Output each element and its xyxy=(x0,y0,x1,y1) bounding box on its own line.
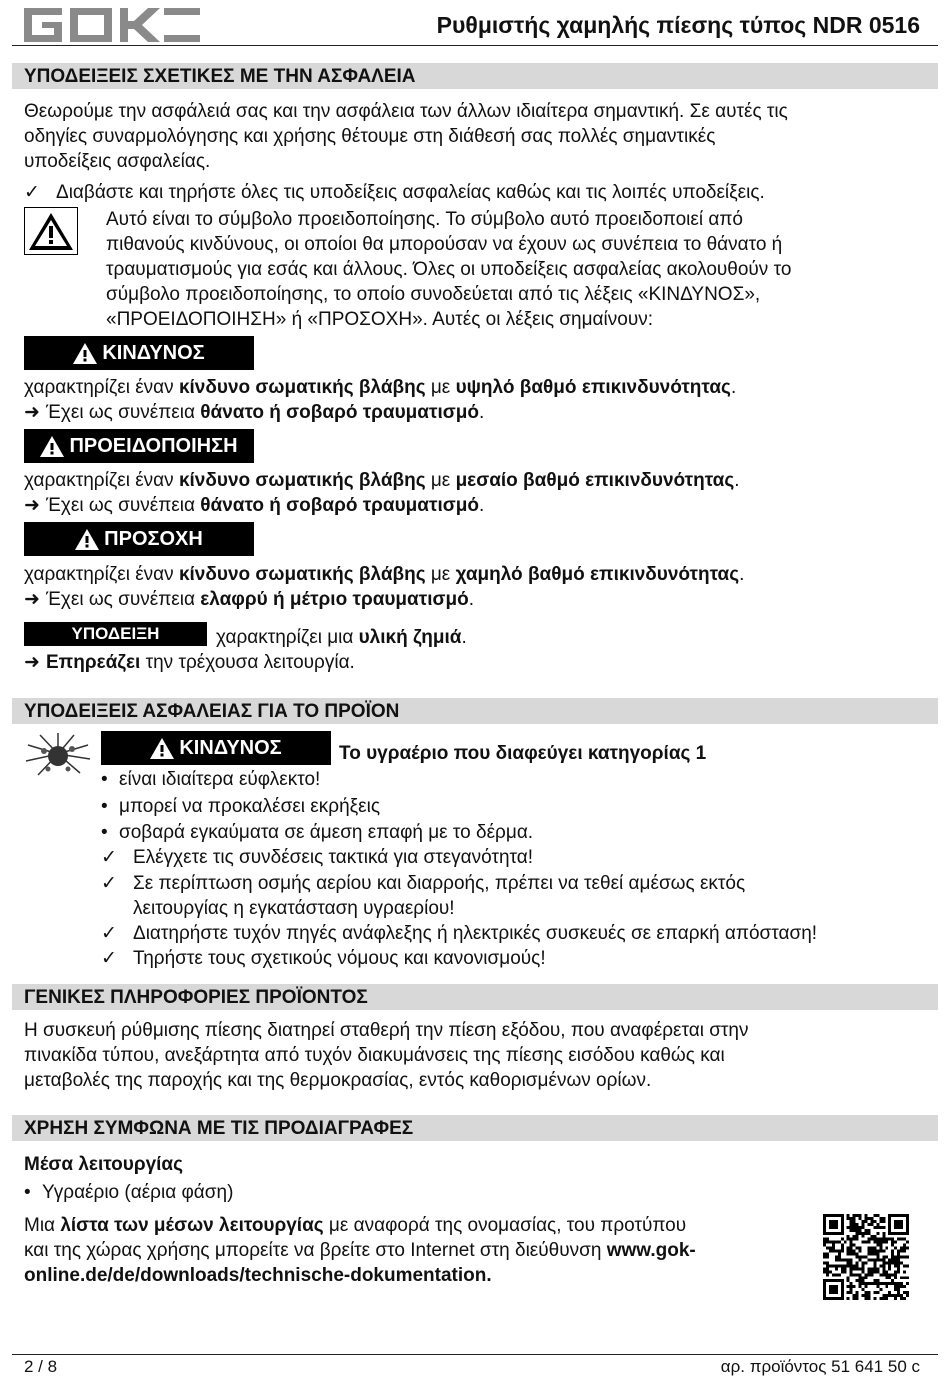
list-item: • σοβαρά εγκαύματα σε άμεση επαφή με το δέρμα. xyxy=(101,822,534,843)
check-item: ✓ Σε περίπτωση οσμής αερίου και διαρροής, πρέπει να τεθεί αμέσως εκτός xyxy=(101,873,746,894)
section-heading-intended-use: ΧΡΗΣΗ ΣΥΜΦΩΝΑ ΜΕ ΤΙΣ ΠΡΟΔΙΑΓΡΑΦΕΣ xyxy=(12,1115,938,1141)
download-link[interactable]: online.de/de/downloads/technische-dokumentation. xyxy=(24,1265,492,1286)
text-line: σύμβολο προειδοποίησης, το οποίο συνοδεύεται από τις λέξεις «ΚΙΝΔΥΝΟΣ», xyxy=(106,284,761,305)
list-item: • Υγραέριο (αέρια φάση) xyxy=(24,1182,234,1203)
product-danger-badge: ΚΙΝΔΥΝΟΣ xyxy=(101,731,331,765)
bullet-icon: • xyxy=(101,796,108,817)
section-heading-product-safety: ΥΠΟΔΕΙΞΕΙΣ ΑΣΦΑΛΕΙΑΣ ΓΙΑ ΤΟ ΠΡΟΪΟΝ xyxy=(12,698,938,724)
media-subheading: Μέσα λειτουργίας xyxy=(24,1154,183,1175)
check-icon: ✓ xyxy=(101,873,117,894)
danger-badge: ΚΙΝΔΥΝΟΣ xyxy=(24,336,254,370)
danger-consequence: ➜ Έχει ως συνέπεια θάνατο ή σοβαρό τραυματισμό. xyxy=(24,402,485,423)
arrow-right-icon: ➜ xyxy=(24,495,40,516)
check-item: ✓ Τηρήστε τους σχετικούς νόμους και κανονισμούς! xyxy=(101,948,546,969)
text-line: πιθανούς κινδύνους, οι οποίοι θα μπορούσαν να έχουν ως συνέπεια το θάνατο ή xyxy=(106,234,783,255)
caution-consequence: ➜ Έχει ως συνέπεια ελαφρύ ή μέτριο τραυματισμό. xyxy=(24,589,475,610)
warning-triangle-icon xyxy=(24,207,78,261)
check-icon: ✓ xyxy=(101,948,117,969)
check-icon: ✓ xyxy=(101,847,117,868)
check-item-continued: λειτουργίας η εγκατάσταση υγραερίου! xyxy=(133,898,455,919)
danger-description: χαρακτηρίζει έναν κίνδυνο σωματικής βλάβης με υψηλό βαθμό επικινδυνότητας. xyxy=(24,377,737,398)
gok-logo xyxy=(24,8,200,42)
page-number: 2 / 8 xyxy=(24,1357,58,1376)
explosion-hazard-icon xyxy=(24,731,92,783)
arrow-right-icon: ➜ xyxy=(24,402,40,423)
read-instructions-note: ✓ Διαβάστε και τηρήστε όλες τις υποδείξεις ασφαλείας καθώς και τις λοιπές υποδείξεις. xyxy=(24,182,765,203)
check-item: ✓ Διατηρήστε τυχόν πηγές ανάφλεξης ή ηλεκτρικές συσκευές σε επαρκή απόσταση! xyxy=(101,923,818,944)
warning-symbol-explanation xyxy=(106,207,791,332)
media-list-text: και της χώρας χρήσης μπορείτε να βρείτε στο Internet στη διεύθυνση www.gok- xyxy=(24,1240,696,1261)
arrow-right-icon: ➜ xyxy=(24,589,40,610)
notice-consequence: ➜ Επηρεάζει την τρέχουσα λειτουργία. xyxy=(24,652,355,673)
bullet-icon: • xyxy=(101,769,108,790)
check-icon: ✓ xyxy=(24,182,40,203)
warning-consequence: ➜ Έχει ως συνέπεια θάνατο ή σοβαρό τραυματισμό. xyxy=(24,495,485,516)
text-line: μεταβολές της παροχής και της θερμοκρασίας, εντός καθορισμένων ορίων. xyxy=(24,1070,652,1091)
qr-code[interactable] xyxy=(823,1214,909,1306)
check-icon: ✓ xyxy=(101,923,117,944)
safety-intro xyxy=(24,99,788,174)
warning-triangle-icon xyxy=(40,436,64,457)
text-line: Αυτό είναι το σύμβολο προειδοποίησης. Το σύμβολο αυτό προειδοποιεί από xyxy=(106,209,743,230)
text-line: Η συσκευή ρύθμισης πίεσης διατηρεί σταθερή την πίεση εξόδου, που αναφέρεται στην xyxy=(24,1020,749,1041)
list-item: • είναι ιδιαίτερα εύφλεκτο! xyxy=(101,769,321,790)
text-line: πινακίδα τύπου, ανεξάρτητα από τυχόν διακυμάνσεις της πίεσης εισόδου καθώς και xyxy=(24,1045,725,1066)
section-heading-product-info: ΓΕΝΙΚΕΣ ΠΛΗΡΟΦΟΡΙΕΣ ΠΡΟΪΟΝΤΟΣ xyxy=(12,984,938,1010)
text-line: τραυματισμούς για εσάς και άλλους. Όλες οι υποδείξεις ασφαλείας ακολουθούν το xyxy=(106,259,792,280)
warning-triangle-icon xyxy=(73,343,97,364)
header-divider xyxy=(12,45,938,46)
warning-badge: ΠΡΟΕΙΔΟΠΟΙΗΣΗ xyxy=(24,429,254,463)
bullet-icon: • xyxy=(101,822,108,843)
media-list-text: Μια λίστα των μέσων λειτουργίας με αναφορά της ονομασίας, του προτύπου xyxy=(24,1215,687,1236)
caution-badge: ΠΡΟΣΟΧΗ xyxy=(24,522,254,556)
text-line: οδηγίες συναρμολόγησης και χρήσης θέτουμε στη διάθεσή σας πολλές σημαντικές xyxy=(24,126,716,147)
download-link[interactable]: www.gok- xyxy=(606,1240,696,1261)
product-info-text xyxy=(24,1018,749,1093)
warning-description: χαρακτηρίζει έναν κίνδυνο σωματικής βλάβης με μεσαίο βαθμό επικινδυνότητας. xyxy=(24,470,740,491)
lpg-hazard-title: Το υγραέριο που διαφεύγει κατηγορίας 1 xyxy=(339,743,707,764)
text-line: υποδείξεις ασφαλείας. xyxy=(24,151,211,172)
text-line: Θεωρούμε την ασφάλειά σας και την ασφάλεια των άλλων ιδιαίτερα σημαντική. Σε αυτές τις xyxy=(24,101,788,122)
check-item: ✓ Ελέγχετε τις συνδέσεις τακτικά για στεγανότητα! xyxy=(101,847,534,868)
product-number: αρ. προϊόντος 51 641 50 c xyxy=(720,1357,920,1376)
caution-description: χαρακτηρίζει έναν κίνδυνο σωματικής βλάβης με χαμηλό βαθμό επικινδυνότητας. xyxy=(24,564,745,585)
warning-triangle-icon xyxy=(150,738,174,759)
bullet-icon: • xyxy=(24,1182,31,1203)
notice-description: χαρακτηρίζει μια υλική ζημιά. xyxy=(216,627,467,648)
section-heading-safety: ΥΠΟΔΕΙΞΕΙΣ ΣΧΕΤΙΚΕΣ ΜΕ ΤΗΝ ΑΣΦΑΛΕΙΑ xyxy=(12,63,938,89)
arrow-right-icon: ➜ xyxy=(24,652,40,673)
list-item: • μπορεί να προκαλέσει εκρήξεις xyxy=(101,796,380,817)
notice-badge: ΥΠΟΔΕΙΞΗ xyxy=(24,622,207,646)
document-title: Ρυθμιστής χαμηλής πίεσης τύπος NDR 0516 xyxy=(436,12,920,38)
warning-triangle-icon xyxy=(75,529,99,550)
text-line: «ΠΡΟΕΙΔΟΠΟΙΗΣΗ» ή «ΠΡΟΣΟΧΗ». Αυτές οι λέξεις σημαίνουν: xyxy=(106,309,653,330)
